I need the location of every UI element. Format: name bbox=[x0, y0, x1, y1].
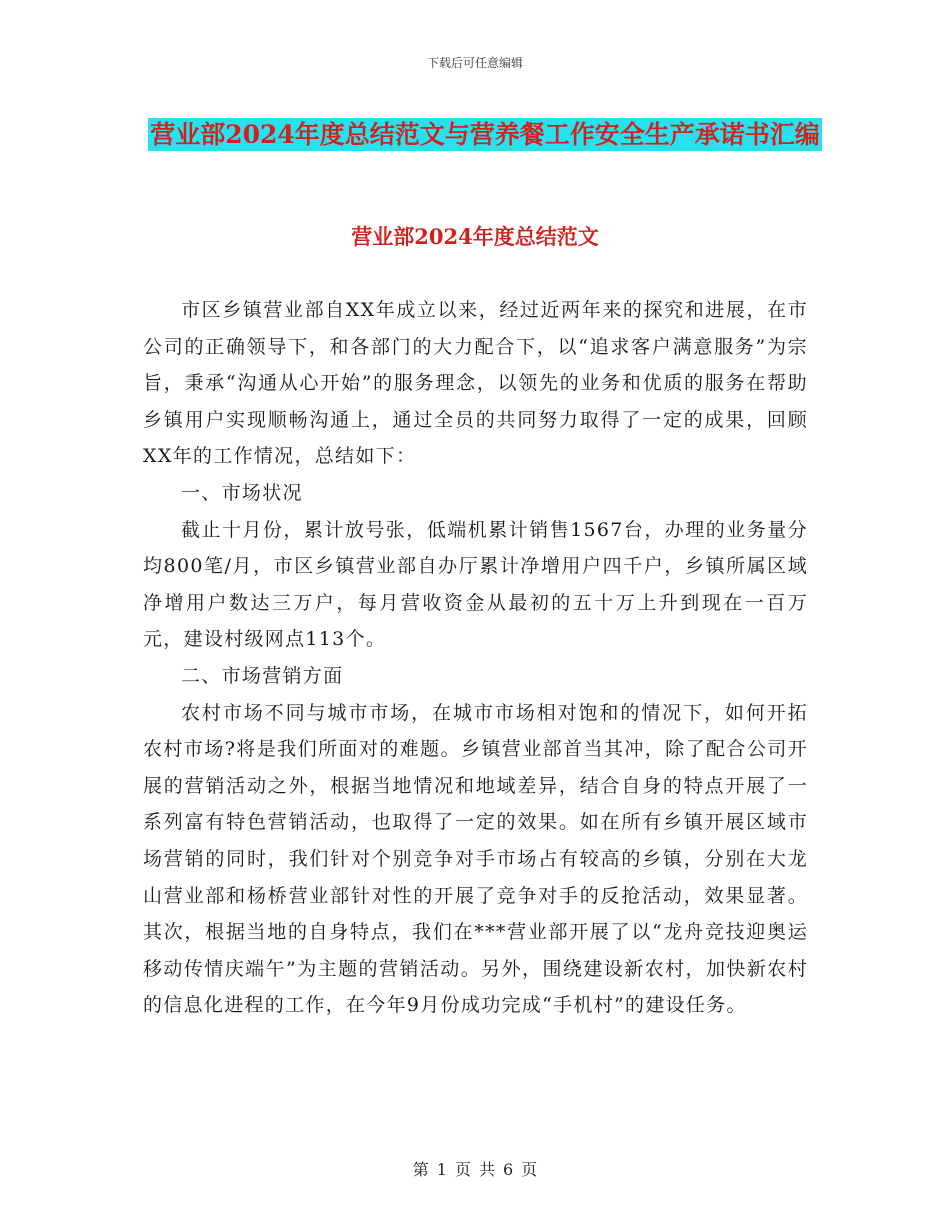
document-body bbox=[143, 292, 808, 1024]
paragraph-intro: 市区乡镇营业部自XX年成立以来，经过近两年来的探究和进展，在市公司的正确领导下，和各部门的大力配合下，以“追求客户满意服务”为宗旨，秉承“沟通从心开始”的服务理念，以领先的业务和优质的服务在帮助乡镇用户实现顺畅沟通上，通过全员的共同努力取得了一定的成果，回顾XX年的工作情况，总结如下： bbox=[143, 299, 808, 468]
footer-prefix: 第 bbox=[412, 1160, 429, 1179]
footer-suffix: 页 bbox=[521, 1160, 538, 1179]
document-title-text: 营业部2024年度总结范文与营养餐工作安全生产承诺书汇编 bbox=[150, 120, 820, 149]
footer-mid: 页 bbox=[454, 1160, 471, 1179]
paragraph-marketing: 农村市场不同与城市市场，在城市市场相对饱和的情况下，如何开拓农村市场?将是我们所面对的难题。乡镇营业部首当其冲，除了配合公司开展的营销活动之外，根据当地情况和地域差异，结合自身的特点开展了一系列富有特色营销活动，也取得了一定的效果。如在所有乡镇开展区域市场营销的同时，我们针对个别竞争对手市场占有较高的乡镇，分别在大龙山营业部和杨桥营业部针对性的开展了竞争对手的反抢活动，效果显著。其次，根据当地的自身特点，我们在***营业部开展了以“龙舟竞技迎奥运移动传情庆端午”为主题的营销活动。另外，围绕建设新农村，加快新农村的信息化进程的工作，在今年9月份成功完成“手机村”的建设任务。 bbox=[143, 701, 808, 1017]
paragraph-market-status: 截止十月份，累计放号张，低端机累计销售1567台，办理的业务量分均800笔/月，市区乡镇营业部自办厅累计净增用户四千户，乡镇所属区域净增用户数达三万户，每月营收资金从最初的五十万上升到现在一百万元，建设村级网点113个。 bbox=[143, 518, 808, 651]
page-footer bbox=[0, 1157, 950, 1180]
footer-total-label: 共 bbox=[479, 1160, 496, 1179]
footer-page-current: 1 bbox=[436, 1160, 447, 1179]
section-title: 营业部2024年度总结范文 bbox=[351, 224, 599, 249]
heading-market-status: 一、市场状况 bbox=[181, 481, 303, 504]
heading-marketing: 二、市场营销方面 bbox=[181, 664, 344, 687]
header-note: 下载后可任意编辑 bbox=[426, 56, 523, 70]
document-title bbox=[140, 112, 830, 158]
footer-page-total: 6 bbox=[503, 1160, 514, 1179]
